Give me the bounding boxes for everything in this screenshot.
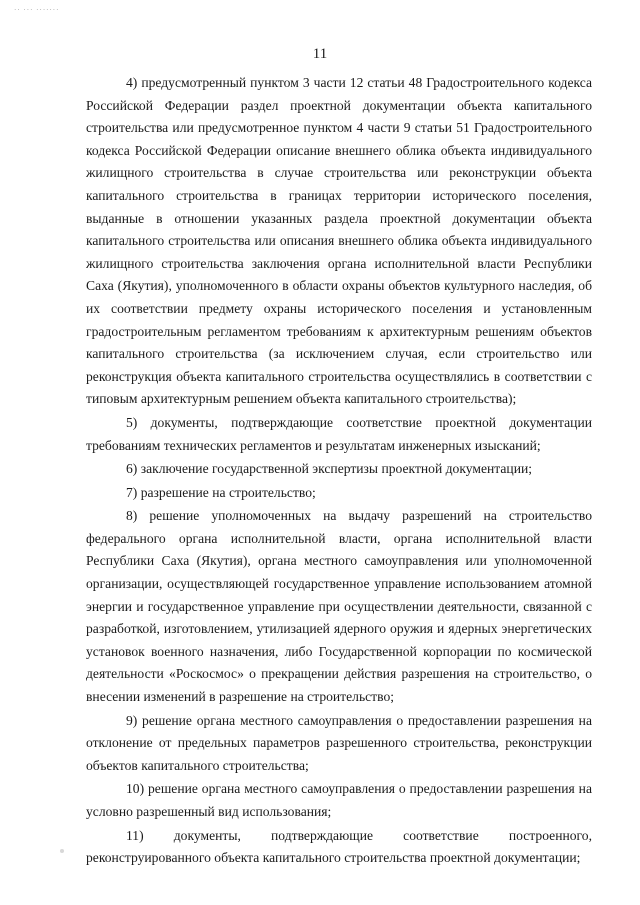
paragraph-item-11: 11) документы, подтверждающие соответствие построенного, реконструированного объекта капитального строительства проектной документации; xyxy=(86,827,592,866)
paragraph-item-5: 5) документы, подтверждающие соответствие проектной документации требованиям технических регламентов и результатам инженерных изысканий; xyxy=(86,414,592,453)
paragraph-item-7: 7) разрешение на строительство; xyxy=(126,484,316,500)
paragraph-item-8: 8) решение уполномоченных на выдачу разрешений на строительство федерального органа исполнительной власти, органа исполнительной власти Республики Саха (Якутия), органа местного самоуправления или уполномоченной организации, осуществляющей государственное управление использованием атомной энергии и государственное управление при осуществлении деятельности, связанной с разработкой, изготовлением, утилизацией ядерного оружия и ядерных энергетических установок военного назначения, либо Государственной корпорации по космической деятельности «Роскосмос» о прекращении действия разрешения на строительство, о внесении изменений в разрешение на строительство; xyxy=(86,508,592,705)
document-body xyxy=(86,72,592,870)
page-number: 11 xyxy=(312,46,328,62)
paragraph-item-10: 10) решение органа местного самоуправления о предоставлении разрешения на условно разрешенный вид использования; xyxy=(86,781,592,819)
scan-mark: ·· ··· ······· xyxy=(14,6,60,14)
paragraph-item-4: 4) предусмотренный пунктом 3 части 12 статьи 48 Градостроительного кодекса Российской Федерации раздел проектной документации объекта капитального строительства или предусмотренное пунктом 4 части 9 статьи 51 Градостроительного кодекса Российской Федерации описание внешнего облика объекта индивидуального жилищного строительства в случае строительства или реконструкции объекта капитального строительства в границах территории исторического поселения, выданные в отношении указанных раздела проектной документации объекта капитального строительства или описания внешнего облика объекта индивидуального жилищного строительства заключения органа исполнительной власти Республики Саха (Якутия), уполномоченного в области охраны объектов культурного наследия, об их соответствии предмету охраны исторического поселения и установленным градостроительным регламентом требованиям к архитектурным решениям объектов капитального строительства (за исключением случая, если строительство или реконструкция объекта капитального строительства осуществлялись в соответствии с типовым архитектурным решением объекта капитального строительства); xyxy=(86,75,592,407)
paragraph-item-9: 9) решение органа местного самоуправления о предоставлении разрешения на отклонение от предельных параметров разрешенного строительства, реконструкции объектов капитального строительства; xyxy=(86,712,592,773)
paragraph-item-6: 6) заключение государственной экспертизы проектной документации; xyxy=(126,461,533,477)
scan-dot xyxy=(60,849,64,853)
